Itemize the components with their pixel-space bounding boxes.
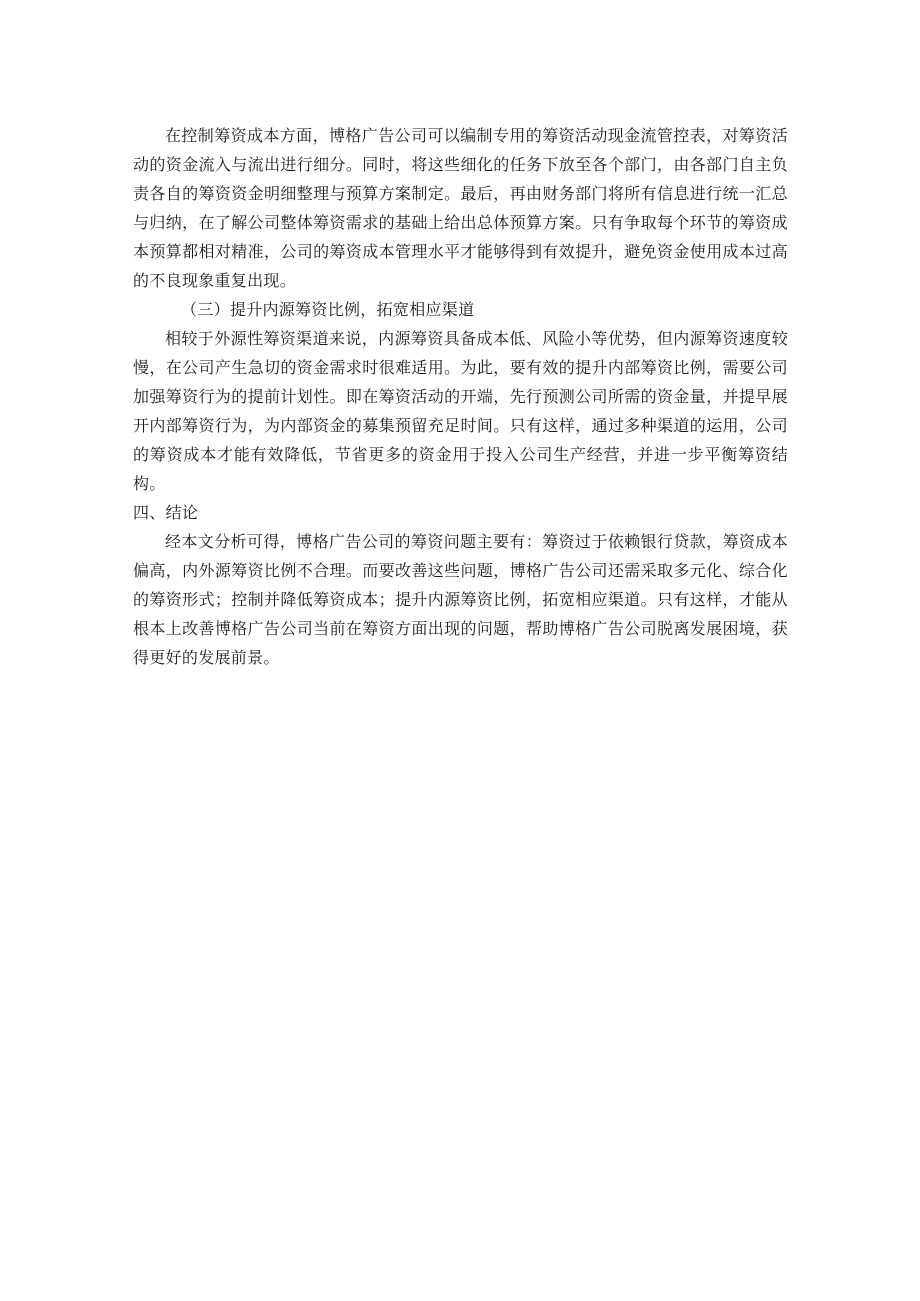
section-heading-conclusion: 四、结论 (133, 503, 199, 522)
document-body (133, 121, 788, 672)
subheading-internal-financing: （三）提升内源筹资比例，拓宽相应渠道 (181, 300, 475, 319)
paragraph-cost-control: 在控制筹资成本方面，博格广告公司可以编制专用的筹资活动现金流管控表，对筹资活动的资金流入与流出进行细分。同时，将这些细化的任务下放至各个部门，由各部门自主负责各自的筹资资金明细整理与预算方案制定。最后，再由财务部门将所有信息进行统一汇总与归纳，在了解公司整体筹资需求的基础上给出总体预算方案。只有争取每个环节的筹资成本预算都相对精准，公司的筹资成本管理水平才能够得到有效提升，避免资金使用成本过高的不良现象重复出现。 (133, 126, 788, 290)
paragraph-internal-financing: 相较于外源性筹资渠道来说，内源筹资具备成本低、风险小等优势，但内源筹资速度较慢，在公司产生急切的资金需求时很难适用。为此，要有效的提升内部筹资比例，需要公司加强筹资行为的提前计划性。即在筹资活动的开端，先行预测公司所需的资金量，并提早展开内部筹资行为，为内部资金的募集预留充足时间。只有这样，通过多种渠道的运用，公司的筹资成本才能有效降低，节省更多的资金用于投入公司生产经营，并进一步平衡筹资结构。 (133, 329, 788, 493)
paragraph-conclusion: 经本文分析可得，博格广告公司的筹资问题主要有：筹资过于依赖银行贷款，筹资成本偏高，内外源筹资比例不合理。而要改善这些问题，博格广告公司还需采取多元化、综合化的筹资形式；控制并降低筹资成本；提升内源筹资比例，拓宽相应渠道。只有这样，才能从根本上改善博格广告公司当前在筹资方面出现的问题，帮助博格广告公司脱离发展困境，获得更好的发展前景。 (133, 532, 788, 667)
